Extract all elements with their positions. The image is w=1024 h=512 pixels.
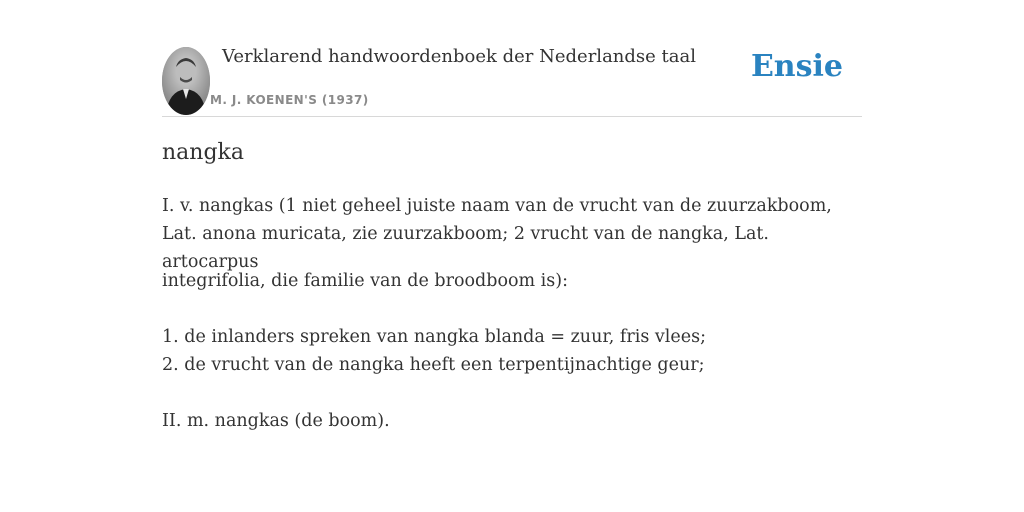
dictionary-author: M. J. KOENEN'S (1937) — [210, 93, 369, 107]
example-list — [162, 323, 862, 379]
ensie-logo-link[interactable]: Ensie — [750, 49, 843, 84]
dictionary-header — [162, 40, 862, 117]
entry-definition-continued: integrifolia, die familie van de broodboom is): — [162, 271, 568, 291]
author-portrait-image — [162, 47, 210, 115]
dictionary-title: Verklarend handwoordenboek der Nederlandse taal — [222, 46, 696, 67]
example-item: 1. de inlanders spreken van nangka blanda = zuur, fris vlees; — [162, 327, 706, 347]
example-item: 2. de vrucht van de nangka heeft een terpentijnachtige geur; — [162, 355, 705, 375]
entry-definition: I. v. nangkas (1 niet geheel juiste naam van de vrucht van de zuurzakboom, Lat. anona muricata, zie zuurzakboom; 2 vrucht van de nangka, Lat. artocarpus — [162, 196, 832, 272]
entry-sense-two: II. m. nangkas (de boom). — [162, 411, 390, 431]
entry-headword: nangka — [162, 140, 244, 165]
